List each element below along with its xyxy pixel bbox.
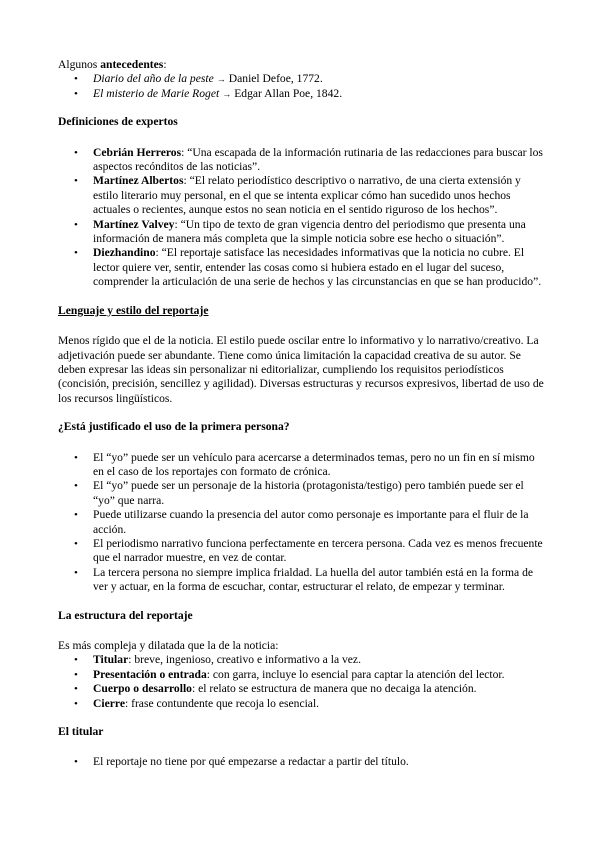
list-item [58, 668, 548, 682]
book-author: Daniel Defoe, 1772. [228, 72, 323, 86]
part-name: Cierre [93, 696, 125, 710]
expert-definition: : “El reportaje satisface las necesidades informativas que la noticia no cubre. El lector quiere ver, sentir, entender las cosas como si hubiera estado en el lugar del suceso, comprender la articulación de una serie de hechos y las circunstancias en que se han producido”. [93, 246, 542, 289]
section-heading: ¿Está justificado el uso de la primera persona? [58, 420, 290, 434]
expert-name: Martínez Valvey [93, 217, 175, 231]
intro-lead: Algunos [58, 58, 98, 71]
list-item: • El periodismo narrativo funciona perfectamente en tercera persona. Cada vez es menos frecuente que el narrador muestre, en vez de contar. [58, 537, 548, 566]
part-description: : breve, ingenioso, creativo e informativo a la vez. [128, 653, 361, 667]
list-item [58, 697, 548, 711]
part-description: : con garra, incluye lo esencial para captar la atención del lector. [206, 667, 505, 681]
paragraph: Es más compleja y dilatada que la de la noticia: [58, 639, 279, 652]
definiciones-list [58, 146, 548, 290]
list-item [58, 653, 548, 667]
intro-lead-end: : [163, 58, 167, 71]
book-author: Edgar Allan Poe, 1842. [234, 86, 343, 100]
list-item: • Puede utilizarse cuando la presencia del autor como personaje es importante para el fluir de la acción. [58, 508, 548, 537]
intro-line [58, 58, 548, 72]
list-item [58, 146, 548, 175]
expert-name: Martínez Albertos [93, 174, 184, 188]
part-description: : frase contundente que recoja lo esencial. [124, 696, 320, 710]
section-heading: Definiciones de expertos [58, 115, 178, 129]
primera-persona-list [58, 451, 548, 595]
expert-name: Cebrián Herreros [93, 145, 182, 159]
expert-definition: : “El relato periodístico descriptivo o narrativo, de una cierta extensión y estilo literario muy personal, en el que se intenta explicar cómo han sucedido unos hechos actuales o recientes, aunque estos no sean noticia en el sentido riguroso de los hechos”. [93, 174, 521, 217]
list-item [58, 72, 548, 86]
list-item: • El “yo” puede ser un vehículo para acercarse a determinados temas, pero no un fin en sí mismo en el caso de los reportajes con formato de crónica. [58, 451, 548, 480]
part-description: : el relato se estructura de manera que no decaiga la atención. [191, 682, 477, 696]
book-title: Diario del año de la peste [93, 72, 214, 86]
book-title: El misterio de Marie Roget [93, 86, 220, 100]
arrow-icon: → [222, 88, 232, 99]
part-name: Cuerpo o desarrollo [93, 682, 192, 696]
list-item [58, 174, 548, 217]
part-name: Titular [93, 653, 129, 667]
antecedentes-list [58, 72, 548, 101]
expert-definition: : “Un tipo de texto de gran vigencia dentro del periodismo que presenta una información de manera más completa que la simple noticia sobre ese hecho o situación”. [93, 217, 526, 246]
section-heading: Lenguaje y estilo del reportaje [58, 303, 209, 317]
list-item [58, 246, 548, 289]
list-item: • La tercera persona no siempre implica frialdad. La huella del autor también está en la forma de ver y actuar, en la forma de escuchar, contar, estructurar el relato, de empezar y terminar. [58, 566, 548, 595]
list-item [58, 87, 548, 101]
expert-definition: : “Una escapada de la información rutinaria de las redacciones para buscar los aspectos recónditos de las noticias”. [93, 145, 543, 174]
estructura-list [58, 653, 548, 711]
intro-lead-bold: antecedentes [100, 58, 164, 71]
expert-name: Diezhandino [93, 246, 156, 260]
list-item: • El reportaje no tiene por qué empezarse a redactar a partir del título. [58, 755, 548, 769]
paragraph: Menos rígido que el de la noticia. El estilo puede oscilar entre lo informativo y lo narrativo/creativo. La adjetivación puede ser abundante. Tiene como única limitación la capacidad creativa de su autor. Se deben expresar las ideas sin personalizar ni editorializar, cumpliendo los requisitos periodísticos (concisión, precisión, sencillez y agilidad). Diversas estructuras y recursos expresivos, libertad de uso de los recursos lingüísticos. [58, 334, 544, 405]
titular-list [58, 755, 548, 769]
list-item [58, 218, 548, 247]
list-item: • El “yo” puede ser un personaje de la historia (protagonista/testigo) pero también puede ser el “yo” que narra. [58, 479, 548, 508]
part-name: Presentación o entrada [93, 667, 207, 681]
arrow-icon: → [216, 74, 226, 85]
list-item [58, 682, 548, 696]
section-heading: El titular [58, 725, 104, 739]
section-heading: La estructura del reportaje [58, 608, 193, 622]
document-page [58, 58, 548, 770]
